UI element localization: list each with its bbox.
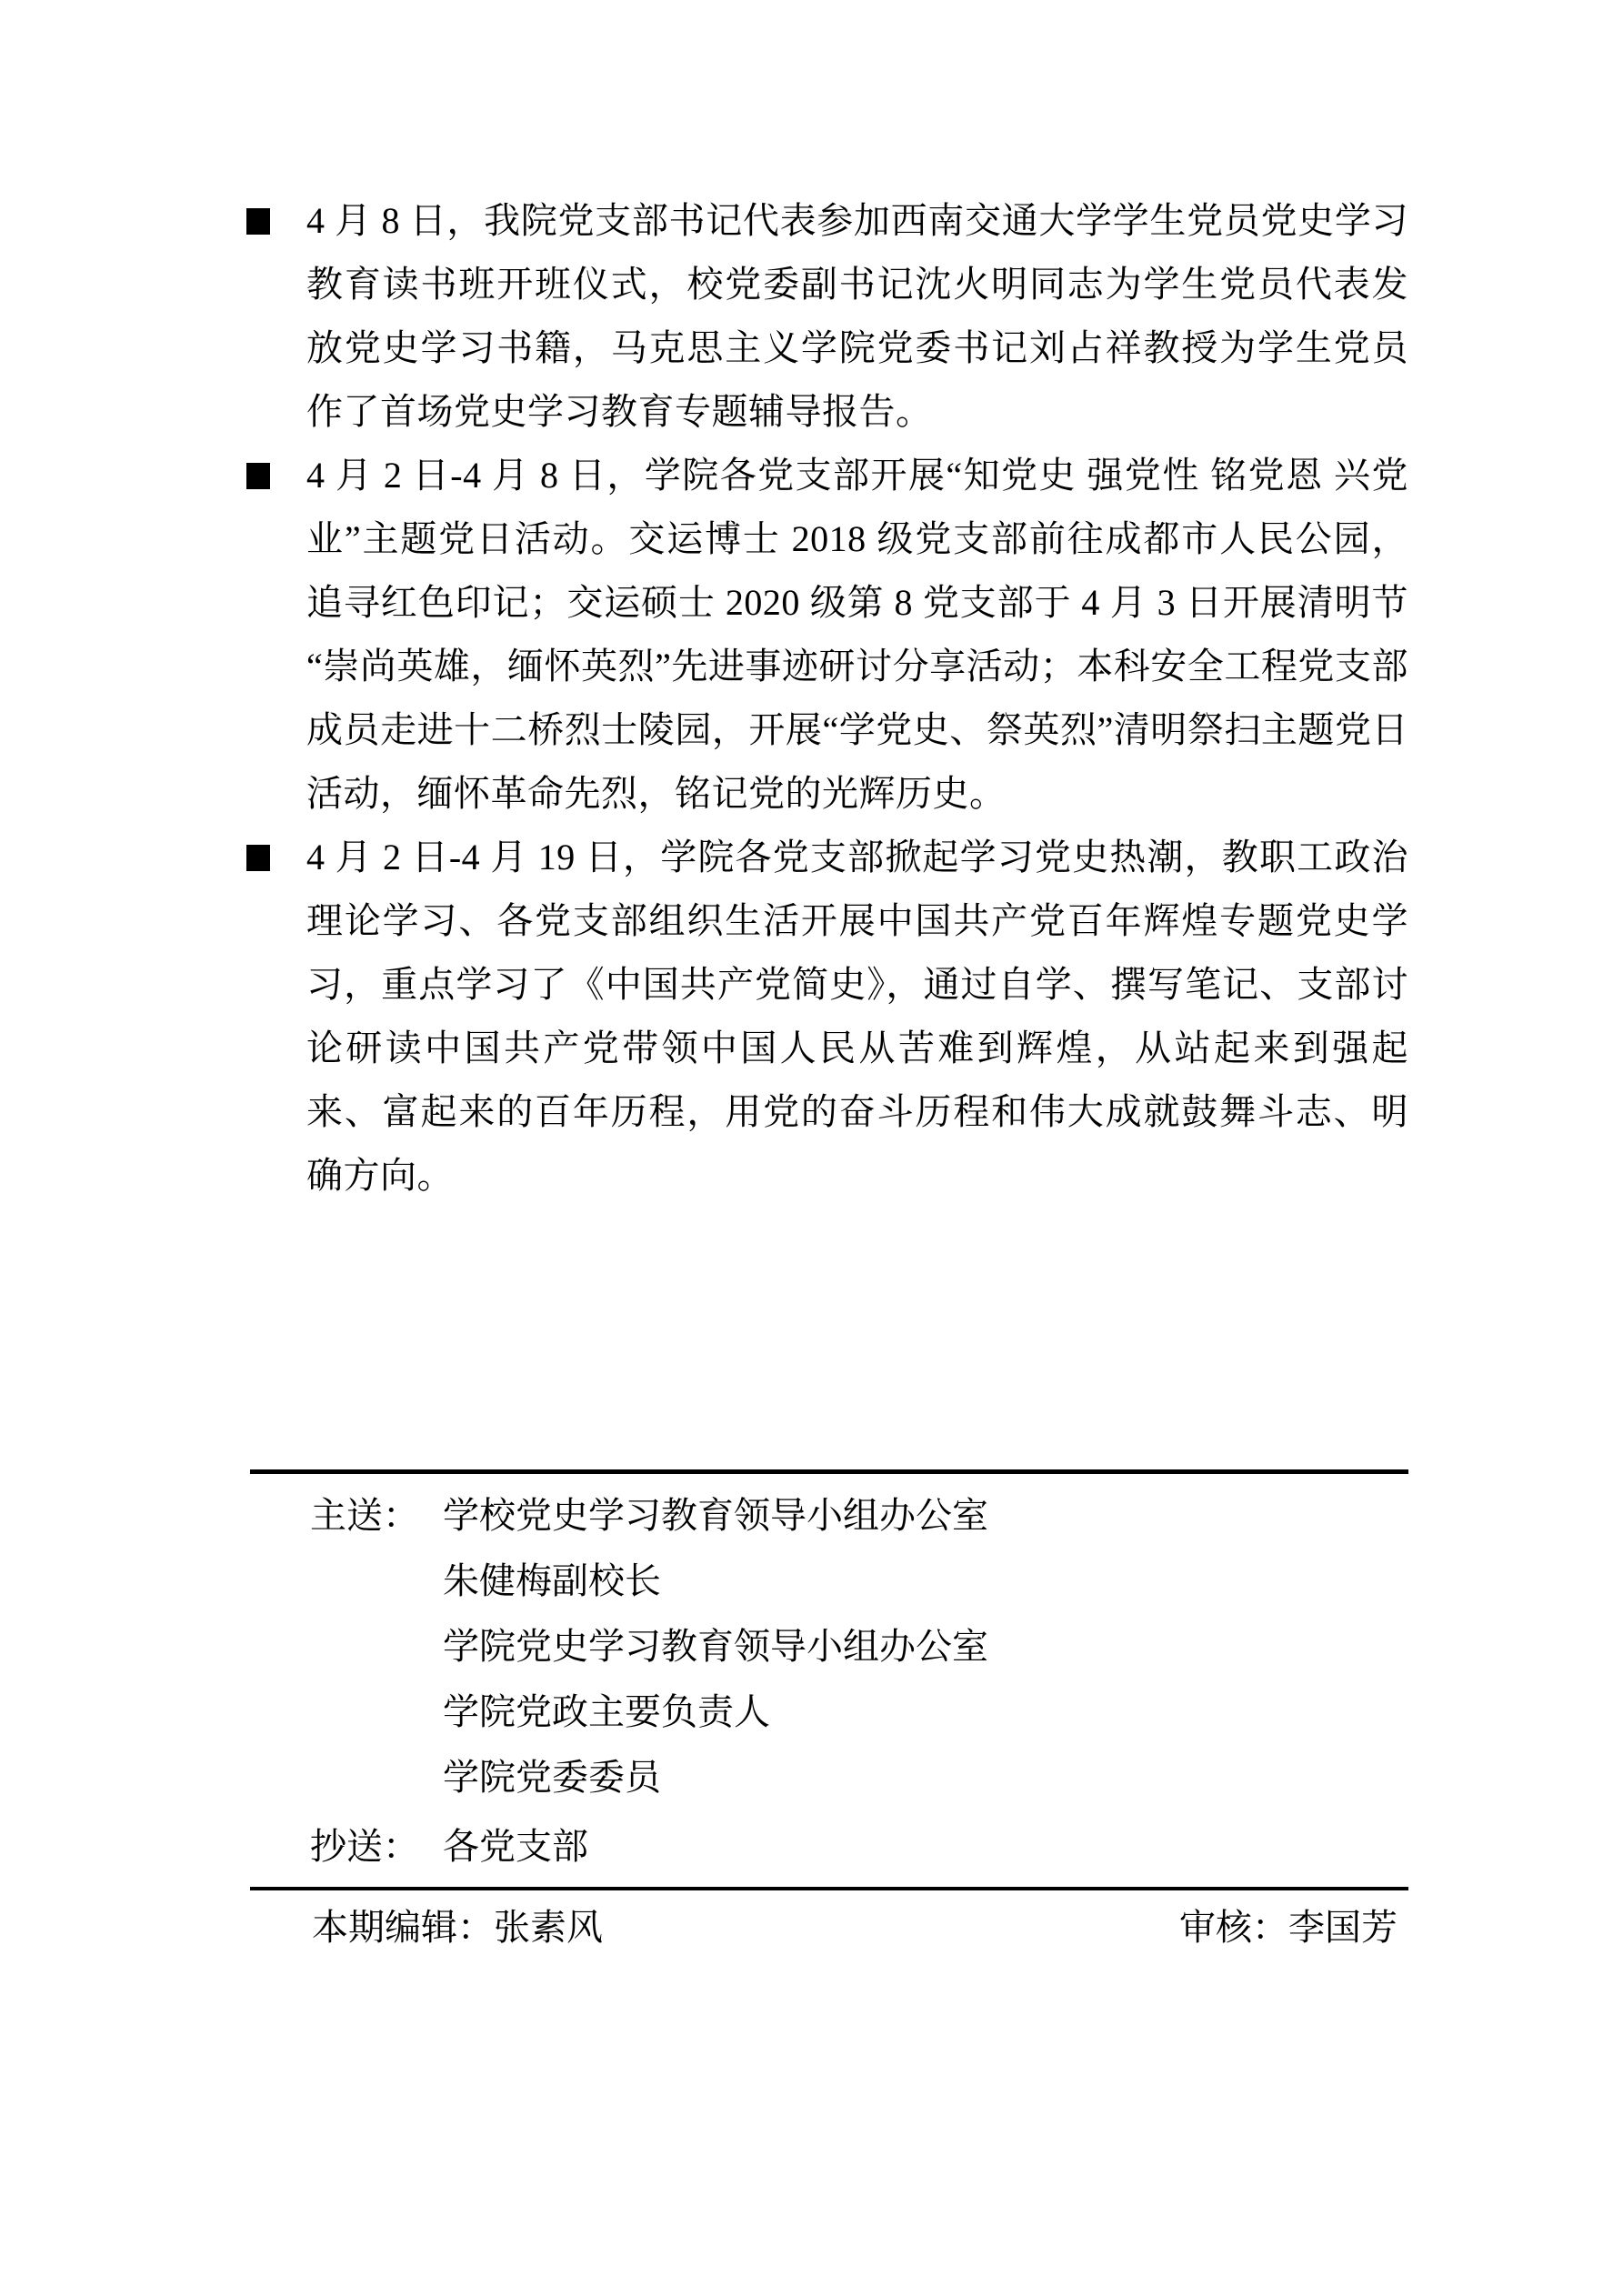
main-send-label: 主送：: [310, 1495, 419, 1536]
bullet-paragraph-1-text: 4 月 8 日，我院党支部书记代表参加西南交通大学学生党员党史学习教育读书班开班仪式，校党委副书记沈火明同志为学生党员代表发放党史学习书籍，马克思主义学院党委书记刘占祥教授为学生党员作了首场党史学习教育专题辅导报告。: [306, 200, 1408, 432]
bullet-paragraph-2: [306, 444, 1408, 826]
copy-send-label: 抄送：: [310, 1826, 419, 1867]
square-bullet-icon: [246, 208, 270, 235]
distribution-block: [250, 1469, 1408, 1961]
main-send-list: [443, 1483, 1408, 1810]
bullet-paragraph-3: [306, 826, 1408, 1208]
editor-credit: [312, 1894, 603, 1961]
square-bullet-icon: [246, 463, 270, 489]
divider-top: [250, 1469, 1408, 1474]
credits-row: [250, 1894, 1408, 1961]
main-send-recipient-5: 学院党委委员: [443, 1757, 661, 1798]
main-send-recipient-1: 学校党史学习教育领导小组办公室: [443, 1495, 988, 1536]
copy-send-list: [443, 1814, 1408, 1880]
reviewer-name: 李国芳: [1288, 1907, 1398, 1948]
reviewer-credit: [1179, 1894, 1398, 1961]
bullet-paragraph-3-text: 4 月 2 日-4 月 19 日，学院各党支部掀起学习党史热潮，教职工政治理论学习、各党支部组织生活开展中国共产党百年辉煌专题党史学习，重点学习了《中国共产党简史》，通过自学、撰写笔记、支部讨论研读中国共产党带领中国人民从苦难到辉煌，从站起来到强起来、富起来的百年历程，用党的奋斗历程和伟大成就鼓舞斗志、明确方向。: [306, 837, 1408, 1196]
bulletin-body: [306, 189, 1408, 1208]
copy-send-row: [250, 1814, 1408, 1880]
main-send-recipient-2: 朱健梅副校长: [443, 1560, 661, 1601]
reviewer-label: 审核：: [1179, 1907, 1288, 1948]
main-send-recipient-4: 学院党政主要负责人: [443, 1691, 770, 1732]
editor-name: 张素风: [494, 1907, 603, 1948]
square-bullet-icon: [246, 845, 270, 871]
copy-send-recipient-1: 各党支部: [443, 1826, 588, 1867]
editor-label: 本期编辑：: [312, 1907, 494, 1948]
main-send-row: [250, 1483, 1408, 1810]
bullet-paragraph-1: [306, 189, 1408, 444]
main-send-recipient-3: 学院党史学习教育领导小组办公室: [443, 1626, 988, 1667]
divider-bottom: [250, 1887, 1408, 1890]
bullet-paragraph-2-text: 4 月 2 日-4 月 8 日，学院各党支部开展“知党史 强党性 铭党恩 兴党业”主题党日活动。交运博士 2018 级党支部前往成都市人民公园，追寻红色印记；交运硕士 2020 级第 8 党支部于 4 月 3 日开展清明节“崇尚英雄，缅怀英烈”先进事迹研讨分享活动；本科安全工程党支部成员走进十二桥烈士陵园，开展“学党史、祭英烈”清明祭扫主题党日活动，缅怀革命先烈，铭记党的光辉历史。: [306, 455, 1408, 814]
